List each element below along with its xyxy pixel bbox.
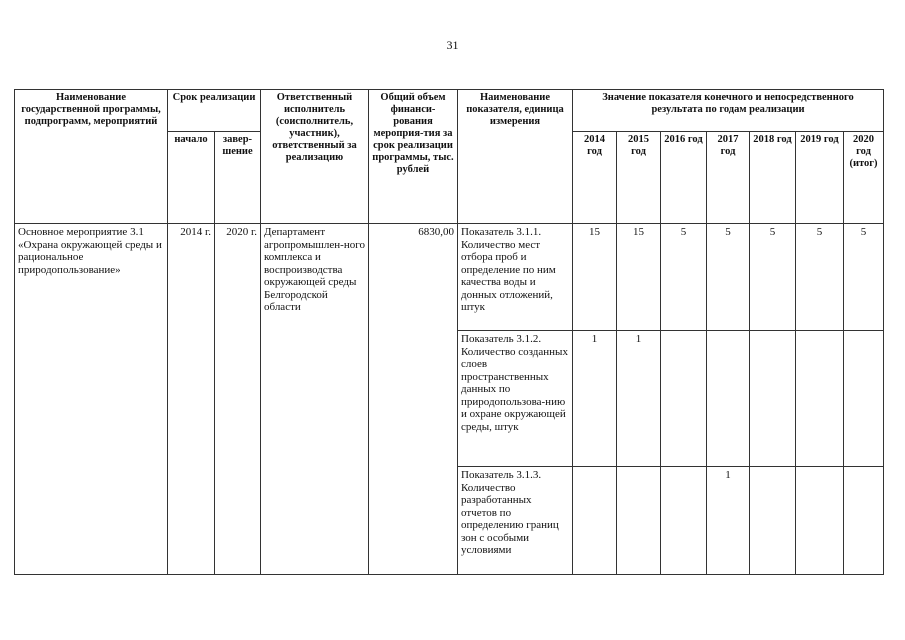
indicator-value: 1 xyxy=(573,331,617,467)
indicator-name: Показатель 3.1.1. Количество мест отбора проб и определение по ним качества воды и донных отложений, штук xyxy=(458,224,573,331)
indicator-value: 5 xyxy=(750,224,796,331)
header-executor: Ответственный исполнитель (соисполнитель, участник), ответственный за реализацию xyxy=(261,90,369,224)
header-indicator-name: Наименование показателя, единица измерения xyxy=(458,90,573,224)
header-year-2019: 2019 год xyxy=(796,132,844,224)
indicator-value: 5 xyxy=(796,224,844,331)
indicator-value xyxy=(661,467,707,575)
header-year-2014: 2014 год xyxy=(573,132,617,224)
indicator-value xyxy=(707,331,750,467)
indicator-value: 5 xyxy=(661,224,707,331)
program-table xyxy=(14,89,884,575)
header-end: завер-шение xyxy=(215,132,261,224)
indicator-value xyxy=(844,467,884,575)
activity-volume: 6830,00 xyxy=(369,224,458,575)
header-year-2020: 2020 год (итог) xyxy=(844,132,884,224)
header-values-title: Значение показателя конечного и непосредственного результата по годам реализации xyxy=(573,90,884,132)
header-year-2016: 2016 год xyxy=(661,132,707,224)
indicator-name: Показатель 3.1.2. Количество созданных слоев пространственных данных по природопользова-нию и охране окружающей среды, штук xyxy=(458,331,573,467)
indicator-value xyxy=(796,467,844,575)
indicator-value: 1 xyxy=(707,467,750,575)
indicator-value: 15 xyxy=(573,224,617,331)
header-start: начало xyxy=(168,132,215,224)
indicator-value xyxy=(661,331,707,467)
indicator-value xyxy=(617,467,661,575)
header-volume: Общий объем финанси-рования мероприя-тия за срок реализации программы, тыс. рублей xyxy=(369,90,458,224)
activity-executor: Департамент агропромышлен-ного комплекса и воспроизводства окружающей среды Белгородской области xyxy=(261,224,369,575)
header-year-2015: 2015 год xyxy=(617,132,661,224)
indicator-value xyxy=(750,467,796,575)
activity-start: 2014 г. xyxy=(168,224,215,575)
indicator-value xyxy=(796,331,844,467)
header-year-2018: 2018 год xyxy=(750,132,796,224)
indicator-value xyxy=(750,331,796,467)
indicator-value: 5 xyxy=(844,224,884,331)
indicator-name: Показатель 3.1.3. Количество разработанных отчетов по определению границ зон с особыми условиями xyxy=(458,467,573,575)
header-period: Срок реализации xyxy=(168,90,261,132)
indicator-value xyxy=(573,467,617,575)
indicator-value xyxy=(844,331,884,467)
header-program-name: Наименование государственной программы, подпрограмм, мероприятий xyxy=(15,90,168,224)
page-number: 31 xyxy=(446,38,459,52)
indicator-value: 1 xyxy=(617,331,661,467)
indicator-value: 15 xyxy=(617,224,661,331)
indicator-value: 5 xyxy=(707,224,750,331)
activity-name: Основное мероприятие 3.1 «Охрана окружающей среды и рациональное природопользование» xyxy=(15,224,168,575)
header-row-1 xyxy=(15,90,884,132)
header-year-2017: 2017 год xyxy=(707,132,750,224)
table-row xyxy=(15,224,884,331)
activity-end: 2020 г. xyxy=(215,224,261,575)
